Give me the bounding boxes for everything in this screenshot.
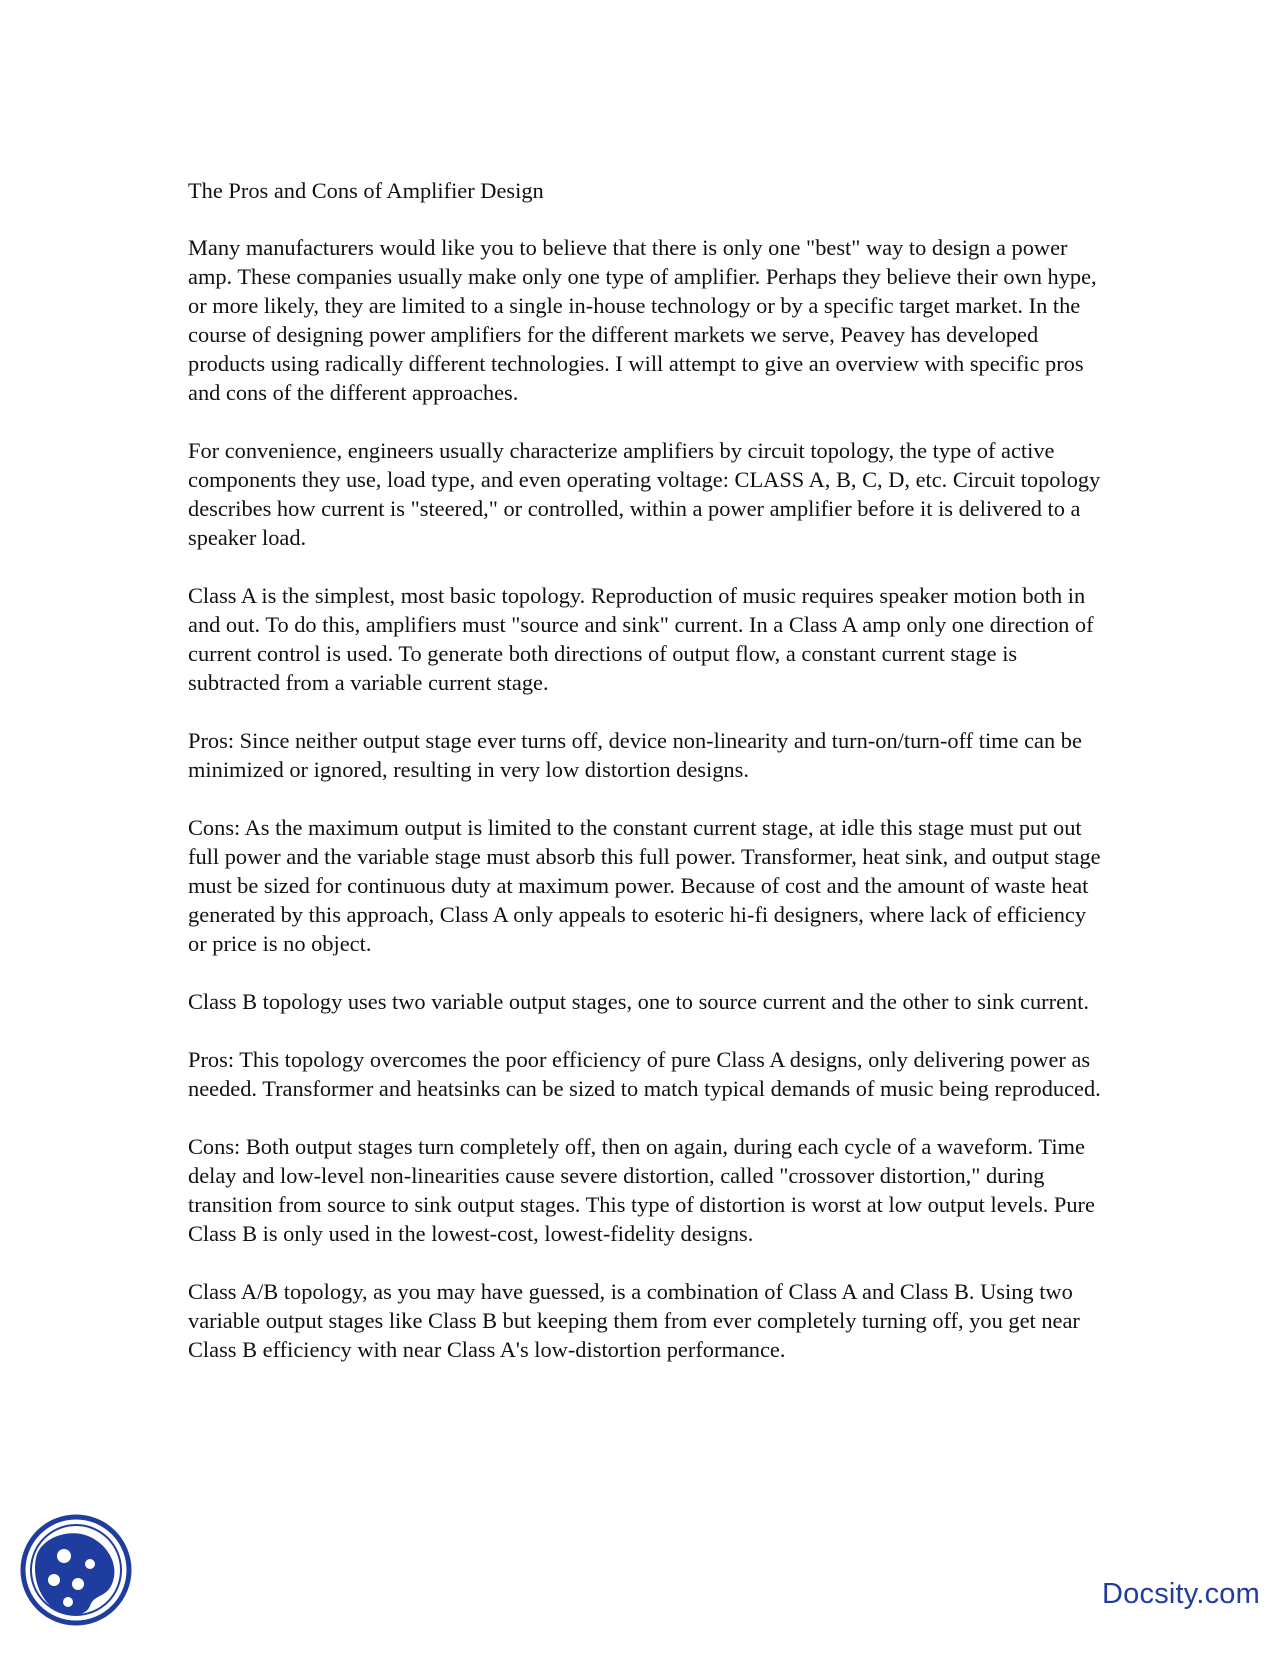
paragraph: Class A is the simplest, most basic topology. Reproduction of music requires speaker motion both in and out. To do this, amplifiers must "source and sink" current. In a Class A amp only one direction of current control is used. To generate both directions of output flow, a constant current stage is subtracted from a variable current stage. bbox=[188, 583, 1094, 695]
paragraph: For convenience, engineers usually characterize amplifiers by circuit topology, the type of active components they use, load type, and even operating voltage: CLASS A, B, C, D, etc. Circuit topology describes how current is "steered," or controlled, within a power amplifier before it is delivered to a speaker load. bbox=[188, 438, 1101, 550]
document-body bbox=[188, 176, 1108, 1393]
paragraph: Cons: Both output stages turn completely off, then on again, during each cycle of a waveform. Time delay and low-level non-linearities cause severe distortion, called "crossover distortion," during transition from source to sink output stages. This type of distortion is worst at low output levels. Pure Class B is only used in the lowest-cost, lowest-fidelity designs. bbox=[188, 1134, 1095, 1246]
paragraph: Many manufacturers would like you to believe that there is only one "best" way to design a power amp. These companies usually make only one type of amplifier. Perhaps they believe their own hype, or more likely, they are limited to a single in-house technology or by a specific target market. In the course of designing power amplifiers for the different markets we serve, Peavey has developed products using radically different technologies. I will attempt to give an overview with specific pros and cons of the different approaches. bbox=[188, 235, 1097, 405]
paragraph: Pros: Since neither output stage ever turns off, device non-linearity and turn-on/turn-off time can be minimized or ignored, resulting in very low distortion designs. bbox=[188, 728, 1082, 782]
paragraph: Cons: As the maximum output is limited to the constant current stage, at idle this stage must put out full power and the variable stage must absorb this full power. Transformer, heat sink, and output stage must be sized for continuous duty at maximum power. Because of cost and the amount of waste heat generated by this approach, Class A only appeals to esoteric hi-fi designers, where lack of efficiency or price is no object. bbox=[188, 815, 1101, 956]
paragraph: Class B topology uses two variable output stages, one to source current and the other to sink current. bbox=[188, 989, 1090, 1014]
docsity-brand-link[interactable]: Docsity.com bbox=[1102, 1578, 1260, 1610]
document-title: The Pros and Cons of Amplifier Design bbox=[188, 178, 544, 203]
paragraph: Class A/B topology, as you may have guessed, is a combination of Class A and Class B. Using two variable output stages like Class B but keeping them from ever completely turning off, you get near Class B efficiency with near Class A's low-distortion performance. bbox=[188, 1279, 1080, 1362]
paragraph: Pros: This topology overcomes the poor efficiency of pure Class A designs, only delivering power as needed. Transformer and heatsinks can be sized to match typical demands of music being reproduced. bbox=[188, 1047, 1101, 1101]
docsity-logo-icon[interactable] bbox=[20, 1514, 132, 1626]
